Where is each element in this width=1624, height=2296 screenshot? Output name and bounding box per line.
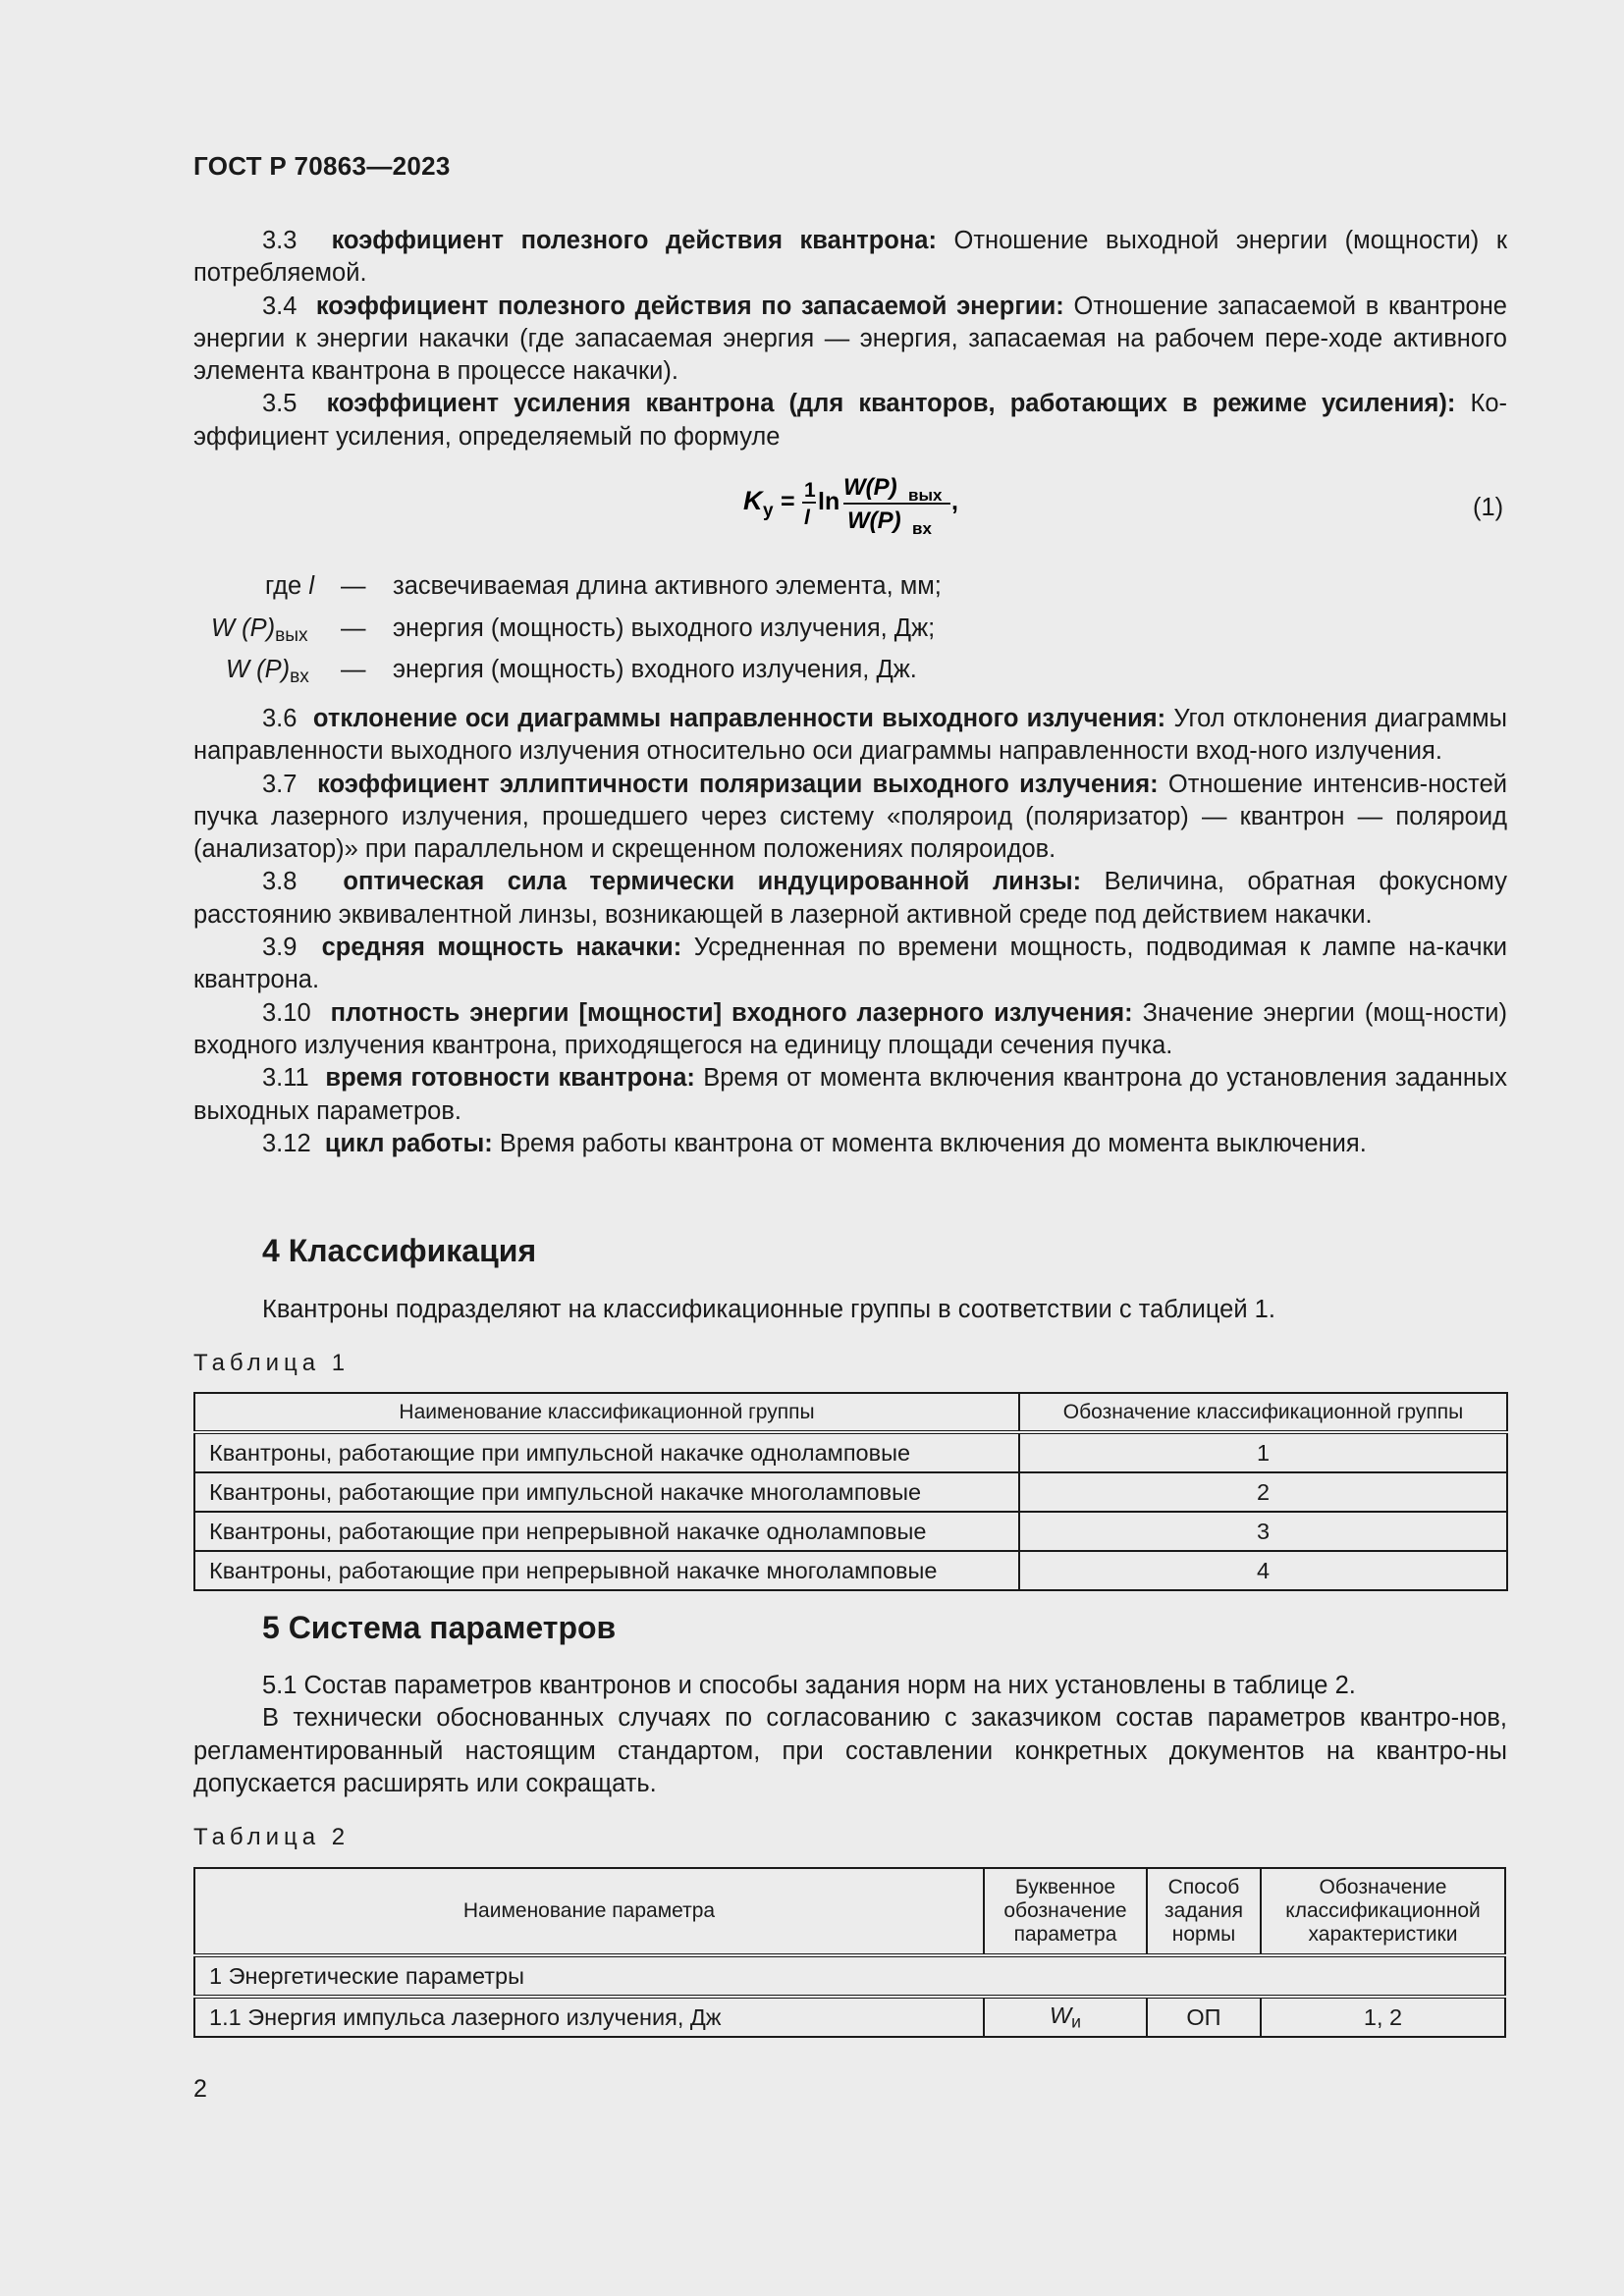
where-row-1-desc: засвечиваемая длина активного элемента, мм; (393, 572, 942, 600)
table-1-header-row (194, 1393, 1507, 1432)
table-2-header-symbol: Буквенное обозначение параметра (984, 1868, 1147, 1955)
where-row-3-desc: энергия (мощность) входного излучения, Дж. (393, 656, 917, 683)
table-row (194, 1432, 1507, 1472)
formula-lhs: K (743, 486, 763, 515)
table-1 (193, 1392, 1508, 1591)
definition-3-4: 3.4 коэффициент полезного действия по запасаемой энергии: Отношение запасаемой в квантроне энергии к энергии накачки (где запасаемая энергия — энергия, запасаемая на рабочем пере-ходе активного элемента квантрона в процессе накачки). (193, 292, 1507, 386)
definition-3-8: 3.8 оптическая сила термически индуцированной линзы: Величина, обратная фокусному расстоянию эквивалентной линзы, возникающей в лазерной активной среде под действием накачки. (193, 868, 1507, 929)
where-row-2-dash: — (341, 614, 366, 642)
table-1-cell-code: 3 (1019, 1512, 1507, 1551)
table-2-caption: Таблица 2 (193, 1824, 351, 1850)
formula-frac-den: l (804, 507, 810, 529)
formula-numerator-sub: вых (908, 486, 943, 505)
definitions-block-1 (193, 225, 1507, 454)
table-row (194, 1551, 1507, 1590)
where-row-1-symbol: где l (265, 572, 314, 600)
table-1-caption: Таблица 1 (193, 1350, 351, 1376)
definition-3-3: 3.3 коэффициент полезного действия квантрона: Отношение выходной энергии (мощности) к потребляемой. (193, 227, 1508, 288)
where-row-3-symbol: W $(P)_{вх}$ (226, 656, 309, 687)
table-1-cell-name: Квантроны, работающие при импульсной накачке многоламповые (194, 1472, 1019, 1512)
section-4-title: 4 Классификация (262, 1233, 537, 1268)
table-2-header-class: Обозначение классификационной характеристики (1261, 1868, 1505, 1955)
table-1-cell-name: Квантроны, работающие при непрерывной накачке одноламповые (194, 1512, 1019, 1551)
formula-denominator: W(P) (847, 507, 901, 534)
table-row (194, 1512, 1507, 1551)
where-row-1-dash: — (341, 572, 366, 600)
formula-denominator-sub: вх (912, 519, 932, 538)
table-row (194, 1955, 1505, 1997)
where-row-2-desc: энергия (мощность) выходного излучения, Дж; (393, 614, 936, 642)
where-row-2-symbol: W $(P)_{вых}$ (211, 614, 308, 646)
definition-3-10: 3.10 плотность энергии [мощности] входного лазерного излучения: Значение энергии (мощ-ности) входного излучения квантрона, приходящегося на единицу площади сечения пучка. (193, 998, 1508, 1059)
document-header: ГОСТ Р 70863—2023 (193, 151, 451, 181)
formula-lhs-sub: у (763, 501, 774, 521)
section-5-paragraph-1: 5.1 Состав параметров квантронов и способы задания норм на них установлены в таблице 2. (262, 1672, 1356, 1699)
formula-graphic (741, 463, 977, 542)
table-1-cell-code: 2 (1019, 1472, 1507, 1512)
definition-3-11: 3.11 время готовности квантрона: Время от момента включения квантрона до установления заданных выходных параметров. (193, 1064, 1507, 1125)
table-row (194, 1997, 1505, 2037)
section-5-paragraph-2: В технически обоснованных случаях по согласованию с заказчиком состав параметров квантро-нов, регламентированный настоящим стандартом, при составлении конкретных документов на квантро-ны допускается расширять или сокращать. (193, 1704, 1507, 1797)
formula-comma: , (951, 488, 958, 515)
where-row-3-dash: — (341, 656, 366, 683)
table-1-cell-name: Квантроны, работающие при импульсной накачке одноламповые (194, 1432, 1019, 1472)
table-row (194, 1472, 1507, 1512)
formula-eq: = (781, 488, 795, 515)
formula-number: (1) (1473, 494, 1504, 521)
table-2-header-mode: Способ задания нормы (1147, 1868, 1261, 1955)
table-1-header-code: Обозначение классификационной группы (1019, 1393, 1507, 1432)
section-5-text (193, 1670, 1507, 1800)
formula-1 (741, 463, 977, 549)
definition-3-9: 3.9 средняя мощность накачки: Усредненная по времени мощность, подводимая к лампе на-качки квантрона. (193, 934, 1507, 994)
table-2-header-name: Наименование параметра (194, 1868, 984, 1955)
section-4-paragraph: Квантроны подразделяют на классификационные группы в соответствии с таблицей 1. (262, 1296, 1275, 1323)
table-2-cell-symbol: $W_и$ (984, 1997, 1147, 2037)
table-2-cell-mode: ОП (1147, 1997, 1261, 2037)
section-5-title: 5 Система параметров (262, 1610, 617, 1645)
section-4-text (262, 1294, 1507, 1326)
page-number: 2 (193, 2075, 207, 2103)
table-1-header-name: Наименование классификационной группы (194, 1393, 1019, 1432)
definition-3-5: 3.5 коэффициент усиления квантрона (для кванторов, работающих в режиме усиления): Ко-эффициент усиления, определяемый по формуле (193, 390, 1507, 451)
definition-3-6: 3.6 отклонение оси диаграммы направленности выходного излучения: Угол отклонения диаграммы направленности выходного излучения относительно оси диаграммы направленности вход-ного излучения. (193, 705, 1507, 766)
formula-numerator: W(P) (843, 474, 897, 501)
table-2-cell-name: 1.1 Энергия импульса лазерного излучения, Дж (194, 1997, 984, 2037)
table-2-cell-class: 1, 2 (1261, 1997, 1505, 2037)
definitions-block-2 (193, 703, 1507, 1160)
table-1-cell-name: Квантроны, работающие при непрерывной накачке многоламповые (194, 1551, 1019, 1590)
table-1-cell-code: 1 (1019, 1432, 1507, 1472)
formula-ln: ln (818, 488, 840, 515)
table-2-group-row: 1 Энергетические параметры (194, 1955, 1505, 1997)
table-2 (193, 1867, 1506, 2038)
definition-3-12: 3.12 цикл работы: Время работы квантрона от момента включения до момента выключения. (262, 1129, 1367, 1157)
formula-frac-num: 1 (804, 479, 816, 502)
table-1-cell-code: 4 (1019, 1551, 1507, 1590)
definition-3-7: 3.7 коэффициент эллиптичности поляризации выходного излучения: Отношение интенсив-ностей пучка лазерного излучения, прошедшего через систему «поляроид (поляризатор) — квантрон — поляроид (анализатор)» при параллельном и скрещенном положениях поляроидов. (193, 770, 1507, 864)
table-2-header-row (194, 1868, 1505, 1955)
